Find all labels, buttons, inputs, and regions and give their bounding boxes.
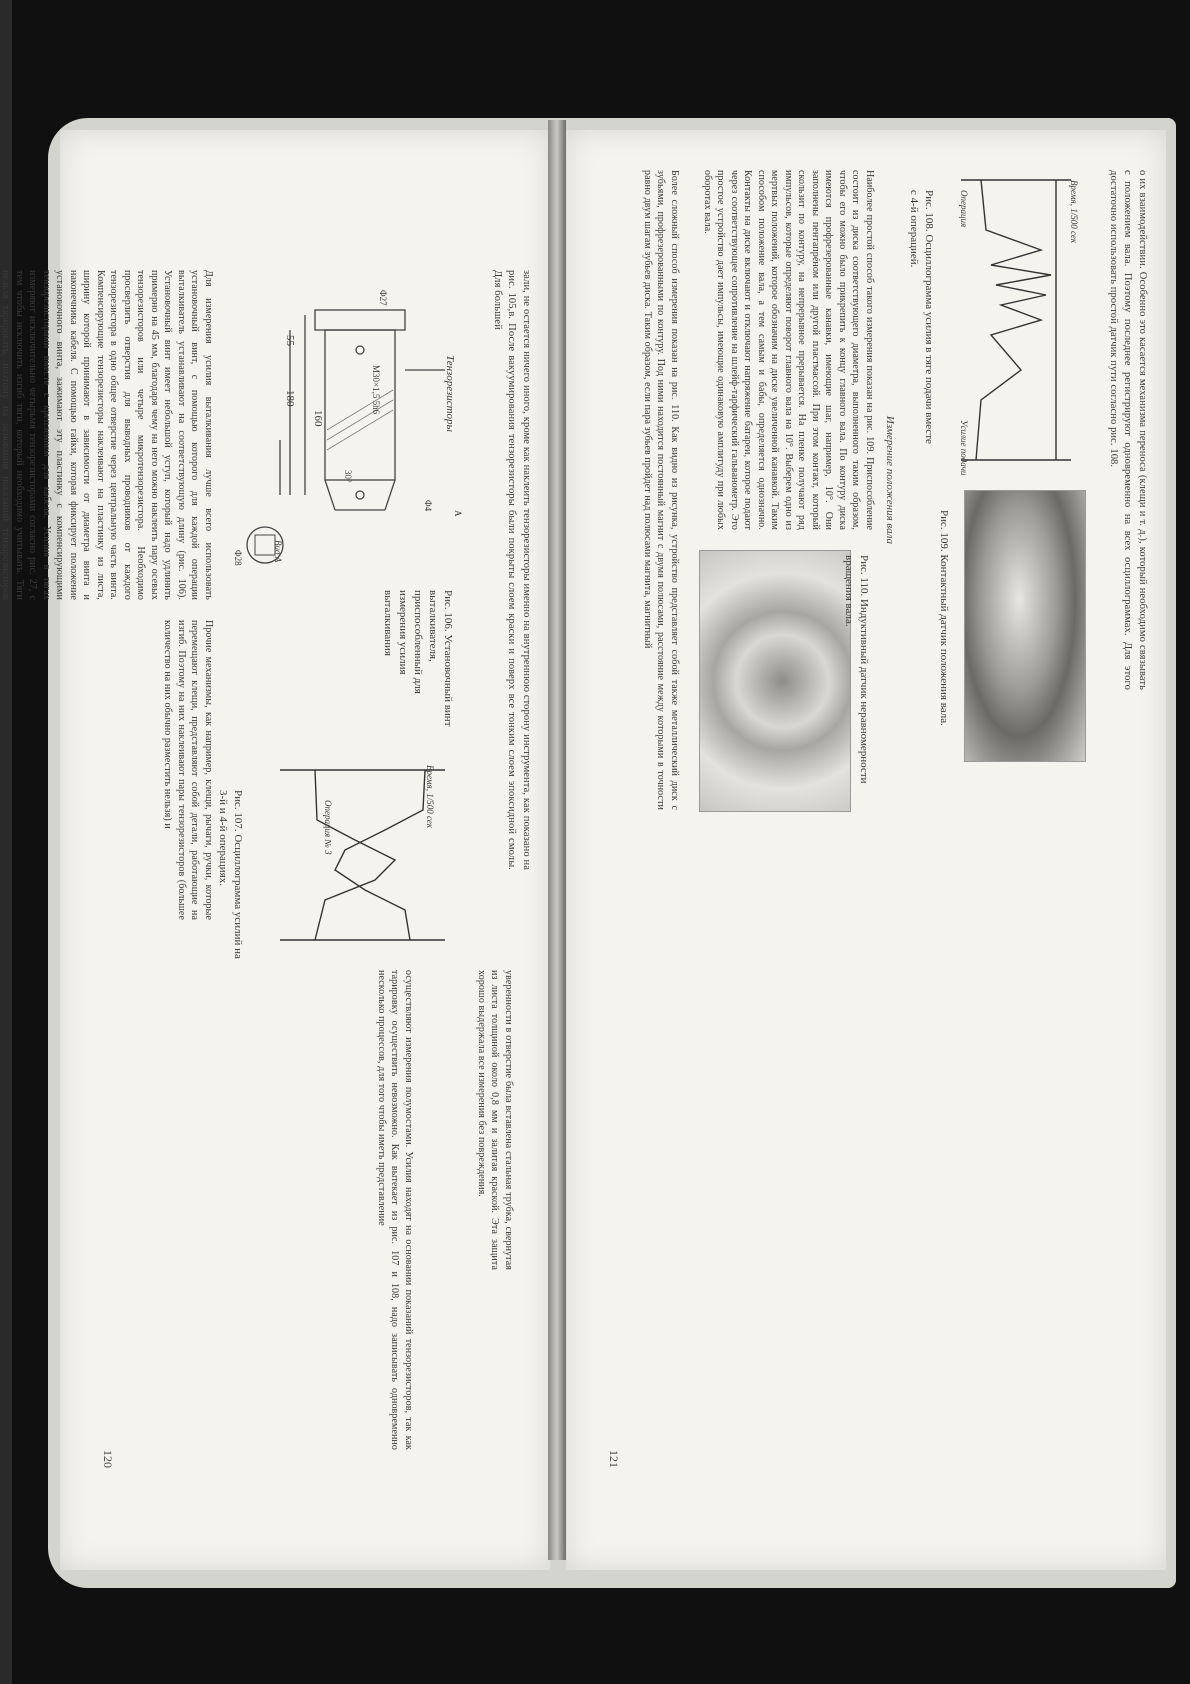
fig110-caption: Рис. 110. Индуктивный датчик неравномерности вращения вала. bbox=[843, 555, 870, 784]
book-gutter bbox=[548, 120, 566, 1560]
fig109-caption: Рис. 109. Контактный датчик положения вала. bbox=[938, 510, 950, 726]
fig106-dim-30: 30° bbox=[343, 470, 353, 483]
page-121-sheet bbox=[566, 130, 1166, 1570]
figure-109-photo bbox=[964, 490, 1086, 762]
fig107-op: Операция № 3 bbox=[323, 800, 333, 855]
page-120-top-text-2: уверенности в отверстие была вставлена стальная трубка, свернутая из листа толщиной около 0,8 мм и залитая краской. Эта защита хорошо выдержала все измерения без повреждения. bbox=[476, 970, 514, 1270]
fig107-time: Время, 1/500 сек bbox=[425, 765, 435, 829]
page-number-121: 121 bbox=[607, 1450, 621, 1468]
fig106-dim-d27: Φ27 bbox=[378, 290, 388, 306]
fig106-dim-d28: Φ28 bbox=[233, 550, 243, 566]
fig107-caption: Рис. 107. Осциллограмма усилий на 3-й и 4-й операциях. bbox=[217, 790, 244, 959]
fig106-a: A bbox=[453, 510, 463, 517]
fig106-dim-55: 55 bbox=[284, 335, 296, 346]
page-121-col-text: Наиболее простой способ такого измерения показан на рис. 109. Приспособление состоит из диска соответствующего диаметра, выполненного таким образом, чтобы его можно было прикрепить к концу главного вала. По контуру диска имеются профрезерованные канавки, имеющие шаг, например, 10°. Они заполнены пентапрéном или другой пластмассой. При этом контакт, который скользит по контуру, на непрерывное прерывается. На пленке получают ряд импульсов, которые определяют поворот главного вала на 10°. Выберем одно из мертвых положений, которое обозначим на диске увеличенной канавкой. Таким способом положение вала, а тем самым и бабы, определяется однозначно. Контакты на диске включают и отключают напряжение батареи, которое подают через соответствующее сопротивление на шлейф-тарфический гальванометр. Это простое устройство дает импульсы, имеющие одинаковую амплитуду при любых оборотах вала. bbox=[702, 170, 875, 530]
scanner-edge bbox=[0, 0, 12, 1684]
page-121-col-text-2: Более сложный способ измерения показан на рис. 110. Как видно из рисунка, устройство представляет собой также металлический диск с зубьями, профрезерованными по контуру. Под ними находится постоянный магнит с двумя полюсами, расстояние между которыми в точности равно двум шагам зубьев диска. Таким образом, если пара зубьев пройдет над полюсами магнита, магнитный bbox=[642, 170, 680, 810]
page-120-bottom-text: осуществляют измерения полумостами. Усилия находят на основании показаний тензорезисторов, так как тарировку осуществить невозможно. Как вытекает из рис. 107 и 108, надо записывать одновременно несколько процессов, для того чтобы иметь представление bbox=[376, 970, 414, 1450]
figure-110-photo bbox=[699, 550, 851, 812]
fig106-view: Вид А bbox=[273, 540, 283, 563]
fig106-dim-180: 180 bbox=[284, 390, 296, 407]
fig108-op: Операция bbox=[959, 190, 969, 228]
section-heading: Измерение положения вала bbox=[884, 415, 896, 545]
fig108-time: Время, 1/500 сек bbox=[1069, 180, 1079, 244]
fig106-label-tenzo: Тензорезисторы bbox=[444, 355, 456, 433]
page-121-top-text: о их взаимодействии. Особенно это касается механизма переноса (клещи и т. д.), который необходимо связывать с положением вала. Поэтому последнее регистрируют одновременно на всех осциллограммах. Для этого достаточно использовать простой датчик пути согласно рис. 108. bbox=[1108, 170, 1148, 690]
fig106-caption: Рис. 106. Установочный винт выталкивателя, приспособленный для измерения усилия выталкивания bbox=[382, 590, 454, 727]
page-120-col2-text-2: Прочие механизмы, как например, клещи, рычаги, ручки, которые перемещают клещи, представляют собой детали, работающие на изгиб. Поэтому на них наклеивают пары тензорезисторов (большее количество на них обычно разместить нельзя) и bbox=[162, 620, 214, 920]
page-120-top-text: зали, не остается ничего иного, кроме как наклеить тензорезисторы именно на внутреннюю сторону инструмента, как показано на рис. 105,в. После вакуумирования тензорезисторы были покрыты слоем краски и поверх все тонким слоем эпоксидной смолы. Для большей bbox=[492, 270, 532, 870]
fig108-caption: Рис. 108. Осциллограмма усилия в тяге подачи вместе с 4-й операцией. bbox=[908, 190, 935, 444]
page-120-col2-text: Для измерения усилия выталкивания лучше всего использовать установочный винт, с помощью которого для каждой операции выталкиватель устанавливают на соответствующую длину (рис. 106). Установочный винт имеет небольшой уступ, который надо удлинить примерно на 45 мм, благодаря чему на него можно наклеить пару осевых тензорезисторов или четыре микротензорезистора. Необходимо просверлить отверстия для выводных проводников от каждого тензорезистора в одно общее отверстие через центральную часть винта. Компенсирующие тензорезисторы наклеивают на пластинку из листа, ширину которой принимают в зависимости от диаметра винта и наконечника кабеля. С помощью гайки, которая фиксирует положение установочного винта, зажимают эту пластинку с компенсирующими тензорезисторами вместе с креплением для кабеля. Усилия в тягах измеряют исключительно четырьмя тензорезисторами согласно рис. 27, с тем чтобы исключить изгиб тяги, который необходимо учитывать. Тяги нельзя тарировать, поэтому на основании показаний тензорезисторов bbox=[0, 270, 214, 600]
page-number-120: 120 bbox=[101, 1450, 115, 1468]
page-120-content bbox=[0, 150, 535, 1550]
fig106-dim-160: 160 bbox=[312, 410, 324, 427]
fig106-dim-m30: M30×1,5 5h6 bbox=[371, 365, 381, 415]
figure-106-view-a bbox=[240, 520, 290, 570]
fig106-dim-d4: Φ4 bbox=[423, 500, 433, 512]
page-121-content bbox=[581, 150, 1151, 1550]
fig108-right: Усилие подачи bbox=[959, 420, 969, 476]
page-120-sheet bbox=[0, 130, 550, 1570]
